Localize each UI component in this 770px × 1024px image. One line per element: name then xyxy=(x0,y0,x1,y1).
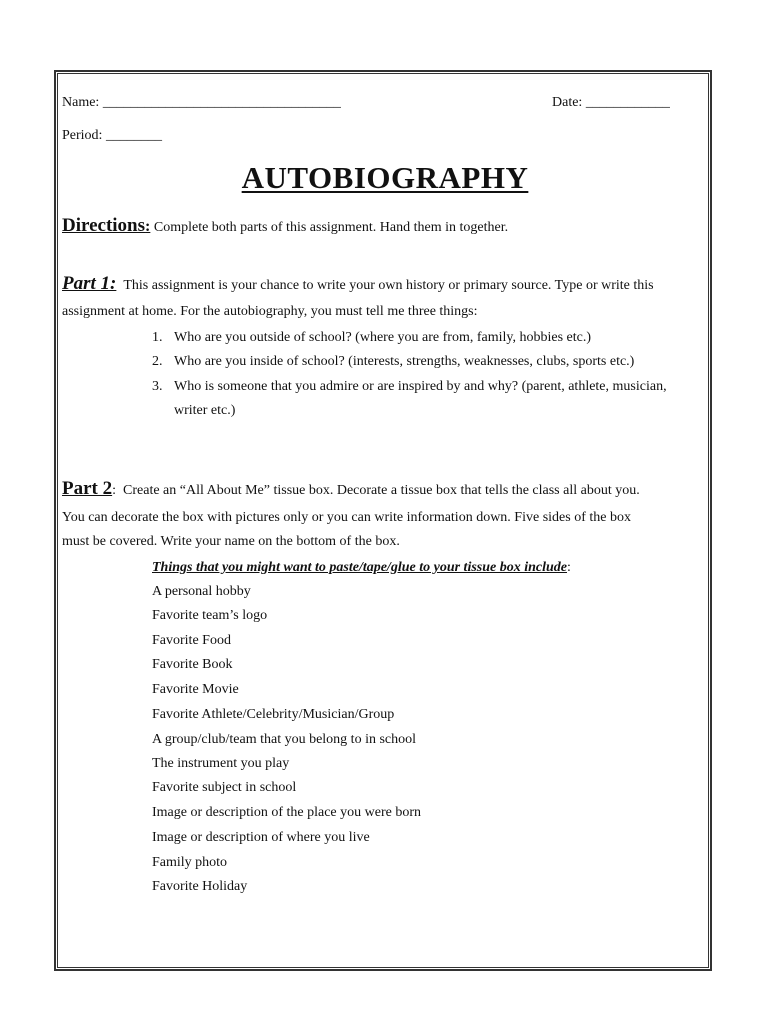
part2-colon: : xyxy=(112,483,117,498)
part1-line2: assignment at home. For the autobiography, you must tell me three things: xyxy=(62,304,478,319)
list-text: Who is someone that you admire or are inspired by and why? (parent, athlete, musician, xyxy=(174,379,667,394)
list-item: Favorite team’s logo xyxy=(152,608,268,623)
directions-colon: : xyxy=(145,218,151,235)
period-label: Period: xyxy=(62,128,103,143)
period-field xyxy=(62,127,162,145)
list-item: Favorite Food xyxy=(152,633,231,648)
list-item: Family photo xyxy=(152,855,228,870)
part2-line2: You can decorate the box with pictures only or you can write information down. Five sides of the box xyxy=(62,510,631,525)
part2-heading: Part 2 xyxy=(62,478,113,499)
list-item xyxy=(152,329,591,347)
list-item: The instrument you play xyxy=(152,756,290,771)
directions-text: Complete both parts of this assignment. Hand them in together. xyxy=(153,220,509,235)
list-item: A group/club/team that you belong to in school xyxy=(152,732,417,747)
list-item-continuation: writer etc.) xyxy=(174,403,236,418)
list-item: Image or description of the place you were born xyxy=(152,805,422,820)
part2-line1 xyxy=(62,477,640,503)
list-number: 1. xyxy=(152,330,163,345)
date-label: Date: xyxy=(552,95,583,110)
date-field xyxy=(552,94,670,112)
name-field xyxy=(62,94,341,112)
list-text: Who are you outside of school? (where you are from, family, hobbies etc.) xyxy=(174,330,592,345)
name-blank: __________________________________ xyxy=(102,95,341,110)
list-item xyxy=(152,353,634,371)
name-label: Name: xyxy=(62,95,100,110)
things-heading: Things that you might want to paste/tape/glue to your tissue box include xyxy=(152,560,568,575)
list-item: Image or description of where you live xyxy=(152,830,370,845)
list-number: 3. xyxy=(152,379,163,394)
list-item: Favorite subject in school xyxy=(152,780,297,795)
things-heading-line xyxy=(152,559,571,577)
period-blank: ________ xyxy=(105,128,162,143)
things-colon: : xyxy=(567,560,571,575)
list-item: Favorite Athlete/Celebrity/Musician/Group xyxy=(152,707,395,722)
directions-heading: Directions xyxy=(62,215,146,236)
list-text: Who are you inside of school? (interests, strengths, weaknesses, clubs, sports etc.) xyxy=(174,354,635,369)
list-item xyxy=(152,378,667,396)
list-item: Favorite Movie xyxy=(152,682,239,697)
part2-text-line1: Create an “All About Me” tissue box. Decorate a tissue box that tells the class all about you. xyxy=(123,483,640,498)
directions-line xyxy=(62,214,508,240)
page-title: AUTOBIOGRAPHY xyxy=(241,160,529,195)
date-blank: ____________ xyxy=(585,95,670,110)
part1-text-line1: This assignment is your chance to write your own history or primary source. Type or write this xyxy=(123,278,654,293)
part2-line3: must be covered. Write your name on the bottom of the box. xyxy=(62,534,400,549)
list-item: A personal hobby xyxy=(152,584,251,599)
list-item: Favorite Book xyxy=(152,657,233,672)
list-number: 2. xyxy=(152,354,163,369)
part1-line1 xyxy=(62,272,654,298)
part1-heading: Part 1: xyxy=(62,273,117,294)
list-item: Favorite Holiday xyxy=(152,879,248,894)
